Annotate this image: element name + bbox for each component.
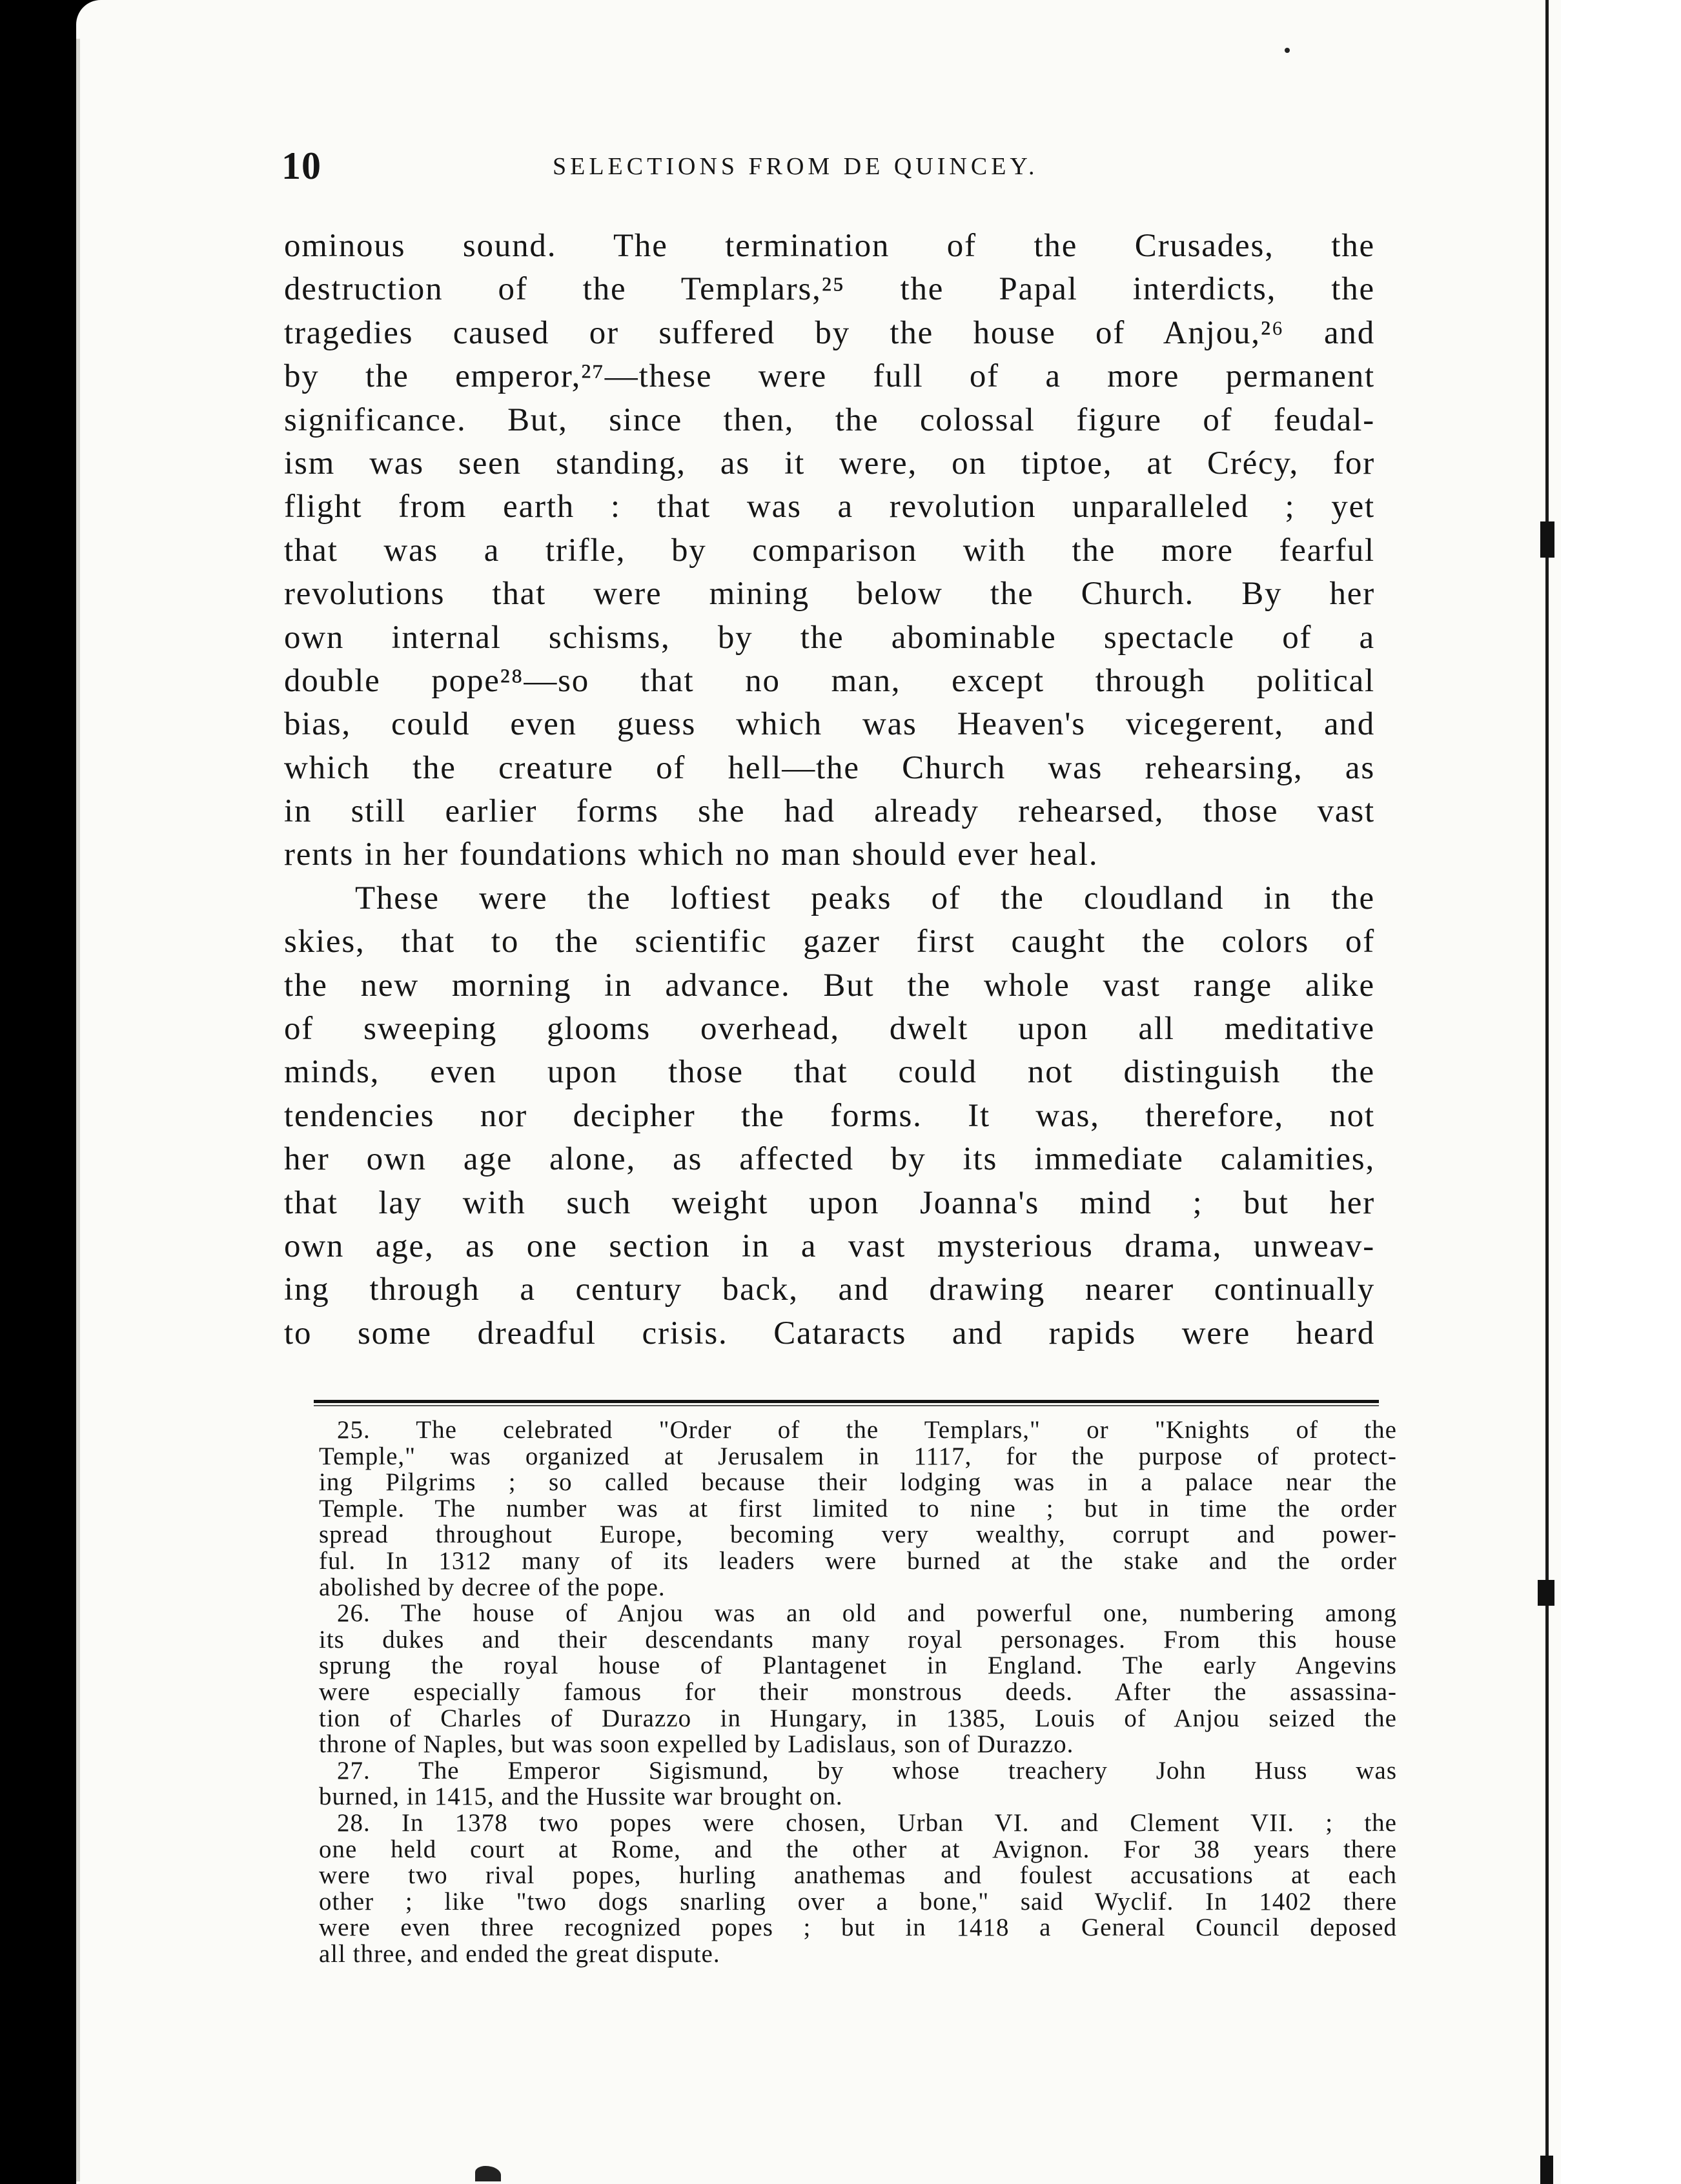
footnote-line: ful. In 1312 many of its leaders were burned at the stake and the order: [319, 1546, 1397, 1575]
footnote-line: spread throughout Europe, becoming very wealthy, corrupt and power-: [319, 1521, 1397, 1549]
footnotes: [319, 1417, 1397, 1967]
text-line: minds, even upon those that could not distinguish the: [284, 1054, 1375, 1091]
paragraph-1: [284, 225, 1375, 877]
text-line: that was a trifle, by comparison with the more fearful: [284, 532, 1375, 569]
text-line: rents in her foundations which no man should ever heal.: [284, 836, 1099, 873]
text-line: ing through a century back, and drawing nearer continually: [284, 1271, 1375, 1308]
text-line: tendencies nor decipher the forms. It was, therefore, not: [284, 1097, 1375, 1134]
fold-mark-middle: [1538, 1580, 1554, 1606]
text-line: double pope²⁸—so that no man, except through political: [284, 662, 1375, 699]
footnote-divider-hairline: [314, 1405, 1379, 1406]
paragraph-2: [284, 877, 1375, 1355]
text-line: own age, as one section in a vast mysterious drama, unweav-: [284, 1228, 1375, 1264]
running-head: [281, 143, 1379, 188]
text-line: These were the loftiest peaks of the cloudland in the: [355, 880, 1375, 916]
footnote-line: throne of Naples, but was soon expelled by Ladislaus, son of Durazzo.: [319, 1730, 1074, 1759]
footnote-line: were even three recognized popes ; but in 1418 a General Council deposed: [319, 1914, 1397, 1942]
body-text: [284, 225, 1375, 1355]
text-line: that lay with such weight upon Joanna's mind ; but her: [284, 1184, 1375, 1221]
footnote-line: abolished by decree of the pope.: [319, 1573, 666, 1601]
page-left-edge: [76, 39, 80, 2181]
text-line: of sweeping glooms overhead, dwelt upon all meditative: [284, 1011, 1375, 1047]
text-line: skies, that to the scientific gazer first caught the colors of: [284, 924, 1375, 960]
text-line: in still earlier forms she had already rehearsed, those vast: [284, 793, 1375, 830]
footnote-line: tion of Charles of Durazzo in Hungary, in 1385, Louis of Anjou seized the: [319, 1704, 1397, 1732]
footnote-line: were two rival popes, hurling anathemas and foulest accusations at each: [319, 1861, 1397, 1890]
text-line: bias, could even guess which was Heaven's vicegerent, and: [284, 706, 1375, 743]
footnote-line: 26. The house of Anjou was an old and powerful one, numbering among: [337, 1599, 1397, 1628]
text-line: flight from earth : that was a revolution unparalleled ; yet: [284, 489, 1375, 525]
page-number: 10: [281, 145, 321, 187]
text-line: to some dreadful crisis. Cataracts and rapids were heard: [284, 1315, 1375, 1351]
page-fold-line: [1545, 0, 1549, 2184]
footnote-line: sprung the royal house of Plantagenet in England. The early Angevins: [319, 1652, 1397, 1680]
footnote-line: Temple," was organized at Jerusalem in 1117, for the purpose of protect-: [319, 1442, 1397, 1470]
footnote-line: were especially famous for their monstrous deeds. After the assassina-: [319, 1677, 1397, 1706]
text-line: own internal schisms, by the abominable spectacle of a: [284, 619, 1375, 656]
text-line: which the creature of hell—the Church was rehearsing, as: [284, 749, 1375, 786]
footnote-line: other ; like "two dogs snarling over a bone," said Wyclif. In 1402 there: [319, 1887, 1397, 1916]
footnote-line: burned, in 1415, and the Hussite war brought on.: [319, 1783, 843, 1811]
text-line: her own age alone, as affected by its immediate calamities,: [284, 1141, 1375, 1178]
footnote-line: its dukes and their descendants many royal personages. From this house: [319, 1625, 1397, 1653]
text-line: ism was seen standing, as it were, on tiptoe, at Crécy, for: [284, 445, 1375, 481]
footnote-line: 25. The celebrated "Order of the Templars," or "Knights of the: [337, 1416, 1397, 1444]
text-line: ominous sound. The termination of the Crusades, the: [284, 228, 1375, 264]
text-line: revolutions that were mining below the Church. By her: [284, 576, 1375, 612]
running-title: SELECTIONS FROM DE QUINCEY.: [553, 153, 1039, 180]
footnote-divider: [314, 1400, 1379, 1403]
text-line: the new morning in advance. But the whole vast range alike: [284, 967, 1375, 1004]
footnote-line: Temple. The number was at first limited to nine ; but in time the order: [319, 1494, 1397, 1522]
scan-margin-strip: [1561, 0, 1681, 2184]
text-line: by the emperor,²⁷—these were full of a more permanent: [284, 358, 1375, 395]
footnote-line: 27. The Emperor Sigismund, by whose treachery John Huss was: [337, 1756, 1397, 1785]
ink-speck: [1285, 48, 1290, 53]
text-line: tragedies caused or suffered by the house of Anjou,²⁶ and: [284, 314, 1375, 351]
footnote-line: one held court at Rome, and the other at Avignon. For 38 years there: [319, 1835, 1397, 1863]
fold-mark-upper: [1540, 521, 1554, 558]
text-line: destruction of the Templars,²⁵ the Papal interdicts, the: [284, 271, 1375, 308]
footnote-line: ing Pilgrims ; so called because their lodging was in a palace near the: [319, 1468, 1397, 1497]
footnote-line: all three, and ended the great dispute.: [319, 1939, 720, 1968]
text-line: significance. But, since then, the colossal figure of feudal-: [284, 401, 1375, 438]
footnote-line: 28. In 1378 two popes were chosen, Urban VI. and Clement VII. ; the: [337, 1808, 1397, 1837]
fold-mark-lower: [1540, 2156, 1553, 2184]
